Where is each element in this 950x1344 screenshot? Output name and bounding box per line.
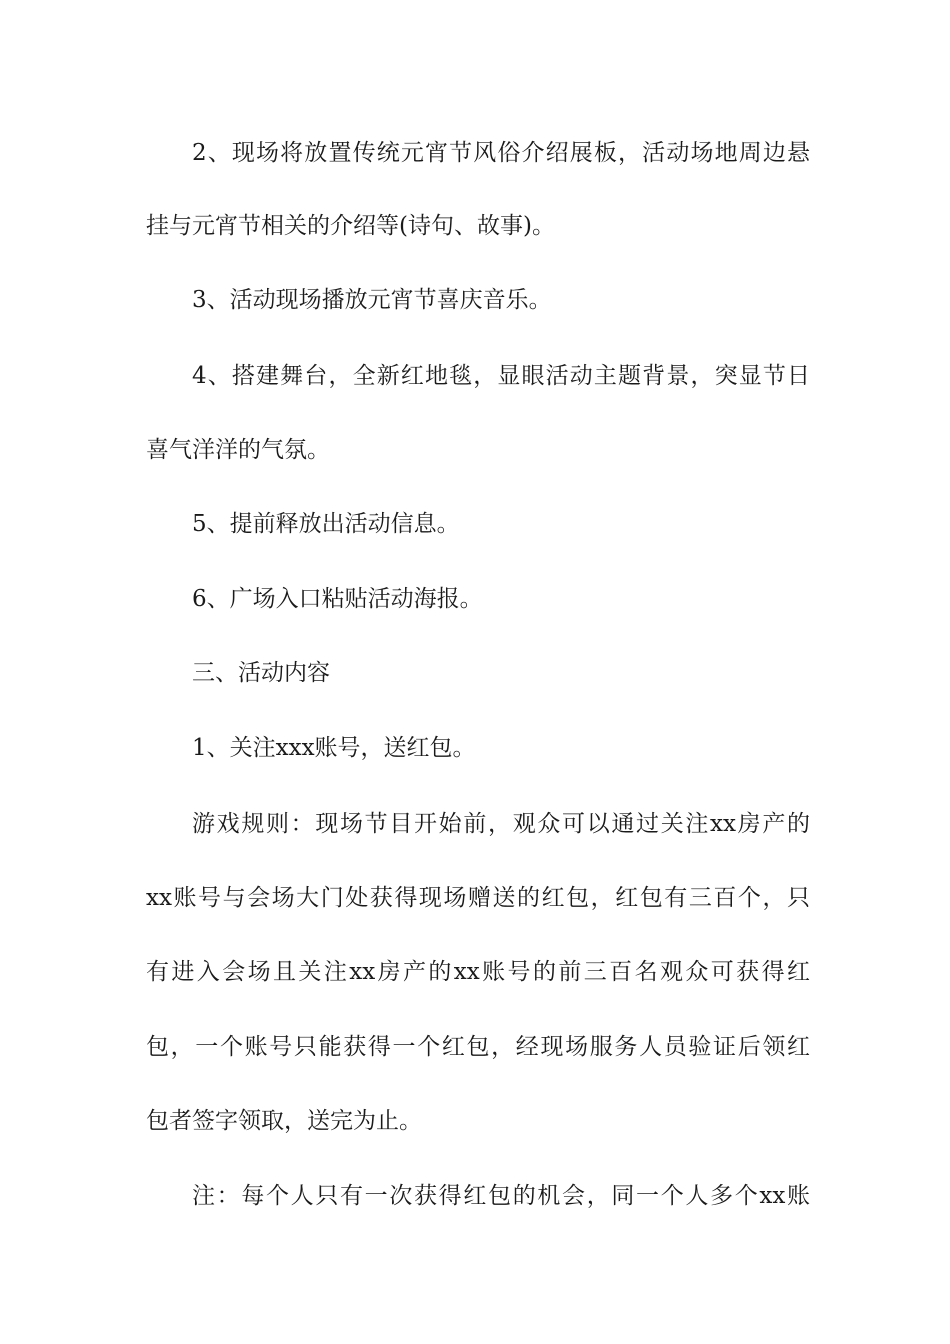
paragraph-line: 2、现场将放置传统元宵节风俗介绍展板，活动场地周边悬 [192, 140, 810, 166]
paragraph-line: 有进入会场且关注xx房产的xx账号的前三百名观众可获得红 [146, 959, 810, 985]
paragraph-line: 6、广场入口粘贴活动海报。 [192, 586, 483, 612]
section-heading: 三、活动内容 [192, 660, 330, 686]
paragraph-line: 注：每个人只有一次获得红包的机会，同一个人多个xx账 [192, 1183, 810, 1209]
paragraph-line: 5、提前释放出活动信息。 [192, 511, 460, 537]
paragraph-line: 1、关注xxx账号，送红包。 [192, 735, 476, 761]
paragraph-line: 4、搭建舞台，全新红地毯，显眼活动主题背景，突显节日 [192, 363, 810, 389]
paragraph-line: 喜气洋洋的气氛。 [146, 437, 330, 463]
paragraph-line: 游戏规则：现场节目开始前，观众可以通过关注xx房产的 [192, 811, 810, 837]
paragraph-line: 3、活动现场播放元宵节喜庆音乐。 [192, 287, 552, 313]
paragraph-line: 包，一个账号只能获得一个红包，经现场服务人员验证后领红 [146, 1034, 810, 1060]
paragraph-line: 包者签字领取，送完为止。 [146, 1108, 422, 1134]
paragraph-line: 挂与元宵节相关的介绍等(诗句、故事)。 [146, 213, 555, 239]
paragraph-line: xx账号与会场大门处获得现场赠送的红包，红包有三百个，只 [146, 885, 810, 911]
